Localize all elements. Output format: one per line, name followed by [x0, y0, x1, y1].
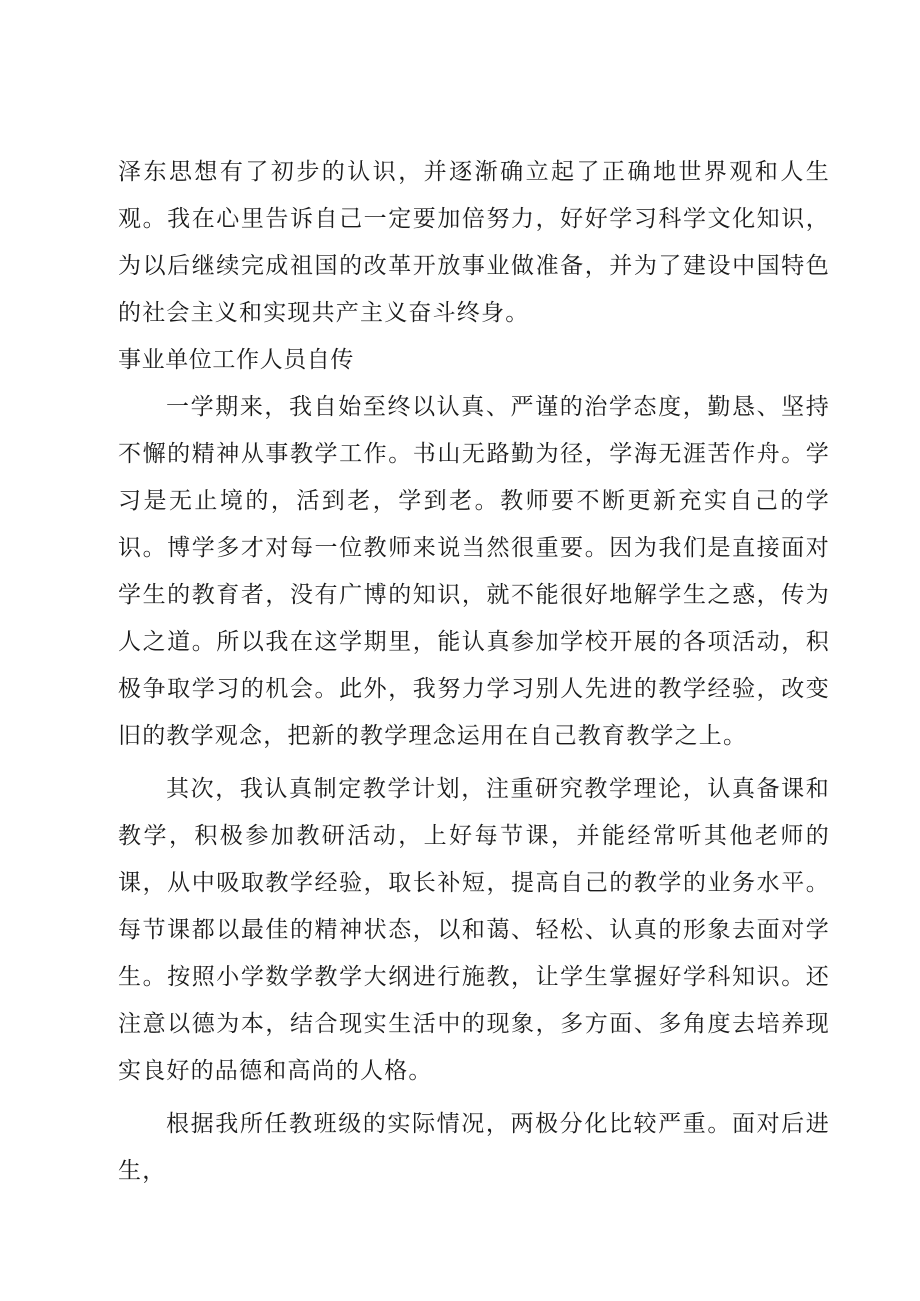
section-title: 事业单位工作人员自传: [118, 347, 354, 373]
paragraph-2: 其次，我认真制定教学计划，注重研究教学理论，认真备课和教学，积极参加教研活动，上好每节课，并能经常听其他老师的课，从中吸取教学经验，取长补短，提高自己的教学的业务水平。每节课都以最佳的精神状态，以和蔼、轻松、认真的形象去面对学生。按照小学数学教学大纲进行施教，让学生掌握好学科知识。还注意以德为本，结合现实生活中的现象，多方面、多角度去培养现实良好的品德和高尚的人格。: [118, 776, 830, 1084]
paragraph-1: 一学期来，我自始至终以认真、严谨的治学态度，勤恳、坚持不懈的精神从事教学工作。书山无路勤为径，学海无涯苦作舟。学习是无止境的，活到老，学到老。教师要不断更新充实自己的学识。博学多才对每一位教师来说当然很重要。因为我们是直接面对学生的教育者，没有广博的知识，就不能很好地解学生之惑，传为人之道。所以我在这学期里，能认真参加学校开展的各项活动，积极争取学习的机会。此外，我努力学习别人先进的教学经验，改变旧的教学观念，把新的教学理念运用在自己教育教学之上。: [118, 394, 830, 749]
paragraph-3: 根据我所任教班级的实际情况，两极分化比较严重。面对后进生，: [118, 1111, 830, 1184]
paragraph-continued: 泽东思想有了初步的认识，并逐渐确立起了正确地世界观和人生观。我在心里告诉自己一定要加倍努力，好好学习科学文化知识，为以后继续完成祖国的改革开放事业做准备，并为了建设中国特色的社会主义和实现共产主义奋斗终身。: [118, 159, 830, 326]
document-body: [118, 149, 830, 1195]
